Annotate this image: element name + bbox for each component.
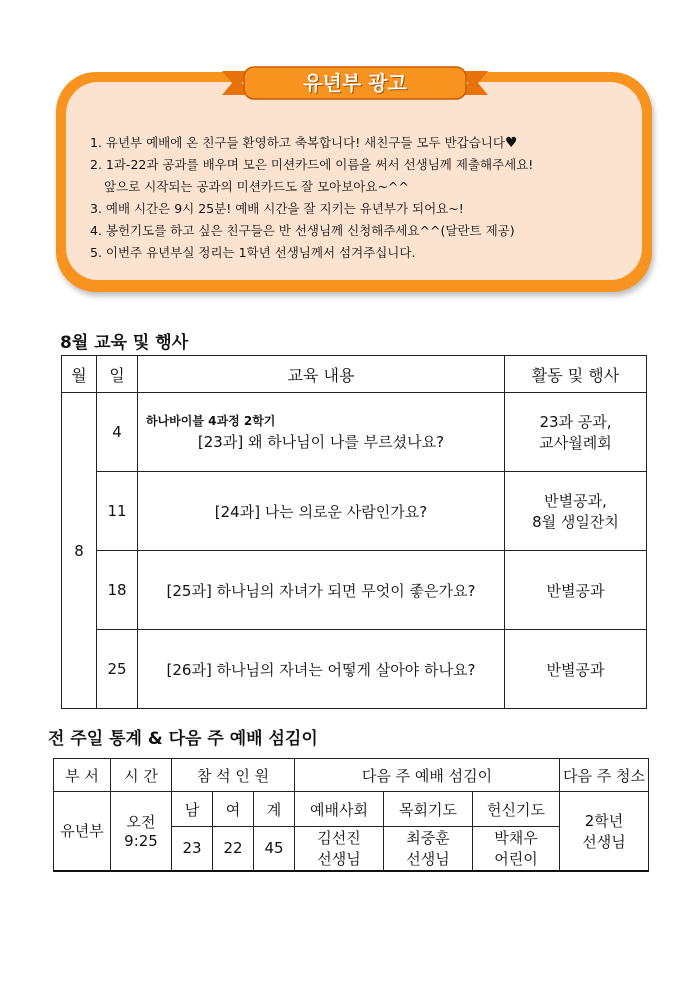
devotion-line: 박채우 <box>494 829 538 848</box>
activity-cell: 반별공과 <box>505 551 647 630</box>
stats-title: 전 주일 통계 & 다음 주 예배 섬김이 <box>48 729 318 749</box>
prayer-cell <box>384 827 473 871</box>
sub-header-devotion: 헌신기도 <box>473 792 560 827</box>
content-cell: [26과] 하나님의 자녀는 어떻게 살아야 하나요? <box>138 630 505 709</box>
content-cell: [25과] 하나님의 자녀가 되면 무엇이 좋은가요? <box>138 551 505 630</box>
header-month: 월 <box>62 356 97 393</box>
notice-list <box>90 132 610 264</box>
sub-header-total: 계 <box>254 792 295 827</box>
schedule-title: 8월 교육 및 행사 <box>60 333 189 353</box>
header-content: 교육 내용 <box>138 356 505 393</box>
sub-header-prayer: 목회기도 <box>384 792 473 827</box>
day-cell: 11 <box>97 472 138 551</box>
notice-item: 4. 봉헌기도를 하고 싶은 친구들은 반 선생님께 신청해주세요^^(달란트 제공) <box>90 223 515 238</box>
activity-cell: 반별공과 <box>505 630 647 709</box>
activity-cell <box>505 393 647 472</box>
content-subtitle: 하나바이블 4과정 2학기 <box>146 414 276 428</box>
sub-header-leader: 예배사회 <box>295 792 384 827</box>
content-cell <box>138 393 505 472</box>
month-cell: 8 <box>62 393 97 709</box>
time-line: 9:25 <box>124 832 158 851</box>
prayer-line: 선생님 <box>406 850 450 869</box>
notice-item: 5. 이번주 유년부실 정리는 1학년 선생님께서 섬겨주십니다. <box>90 245 416 260</box>
leader-cell <box>295 827 384 871</box>
header-activity: 활동 및 행사 <box>505 356 647 393</box>
header-cleaning: 다음 주 청소 <box>560 759 649 792</box>
devotion-line: 어린이 <box>494 850 538 869</box>
leader-line: 선생님 <box>317 850 361 869</box>
day-cell: 25 <box>97 630 138 709</box>
table-row <box>54 792 649 827</box>
schedule-table <box>61 355 647 709</box>
activity-line: 8월 생일잔치 <box>532 513 619 531</box>
table-header-row <box>62 356 647 393</box>
stats-table <box>53 758 649 872</box>
activity-cell <box>505 472 647 551</box>
notice-item: 3. 예배 시간은 9시 25분! 예배 시간을 잘 지키는 유년부가 되어요~! <box>90 201 464 216</box>
header-dept: 부 서 <box>54 759 111 792</box>
table-row <box>62 551 647 630</box>
leader-line: 김선진 <box>317 829 361 848</box>
devotion-cell <box>473 827 560 871</box>
time-line: 오전 <box>126 813 156 832</box>
header-time: 시 간 <box>111 759 172 792</box>
header-day: 일 <box>97 356 138 393</box>
table-row <box>62 472 647 551</box>
time-cell <box>111 792 172 871</box>
notice-item <box>90 132 610 154</box>
sub-header-male: 남 <box>172 792 213 827</box>
day-cell: 4 <box>97 393 138 472</box>
female-count: 22 <box>213 827 254 871</box>
notice-item-text: 1. 유년부 예배에 온 친구들 환영하고 축복합니다! 새친구들 모두 반갑습니다 <box>90 135 505 150</box>
heart-icon: ♥ <box>504 135 518 151</box>
day-cell: 18 <box>97 551 138 630</box>
table-header-row <box>54 759 649 792</box>
header-servers: 다음 주 예배 섬김이 <box>295 759 560 792</box>
cleaning-line: 2학년 <box>584 811 624 830</box>
cleaning-cell <box>560 792 649 871</box>
activity-line: 교사월례회 <box>539 434 612 452</box>
total-count: 45 <box>254 827 295 871</box>
male-count: 23 <box>172 827 213 871</box>
cleaning-line: 선생님 <box>582 832 626 851</box>
header-attendance: 참 석 인 원 <box>172 759 295 792</box>
activity-line: 반별공과, <box>544 492 607 510</box>
notice-title: 유년부 광고 <box>303 71 407 95</box>
content-text: [23과] 왜 하나님이 나를 부르셨나요? <box>197 433 445 451</box>
activity-line: 23과 공과, <box>539 413 612 431</box>
table-row <box>62 393 647 472</box>
table-row <box>62 630 647 709</box>
dept-cell: 유년부 <box>54 792 111 871</box>
sub-header-female: 여 <box>213 792 254 827</box>
notice-item: 2. 1과-22과 공과를 배우며 모은 미션카드에 이름을 써서 선생님께 제출해주세요! <box>90 157 534 172</box>
prayer-line: 최중훈 <box>406 829 450 848</box>
content-cell: [24과] 나는 의로운 사람인가요? <box>138 472 505 551</box>
notice-item: 앞으로 시작되는 공과의 미션카드도 잘 모아보아요~^^ <box>104 179 409 194</box>
